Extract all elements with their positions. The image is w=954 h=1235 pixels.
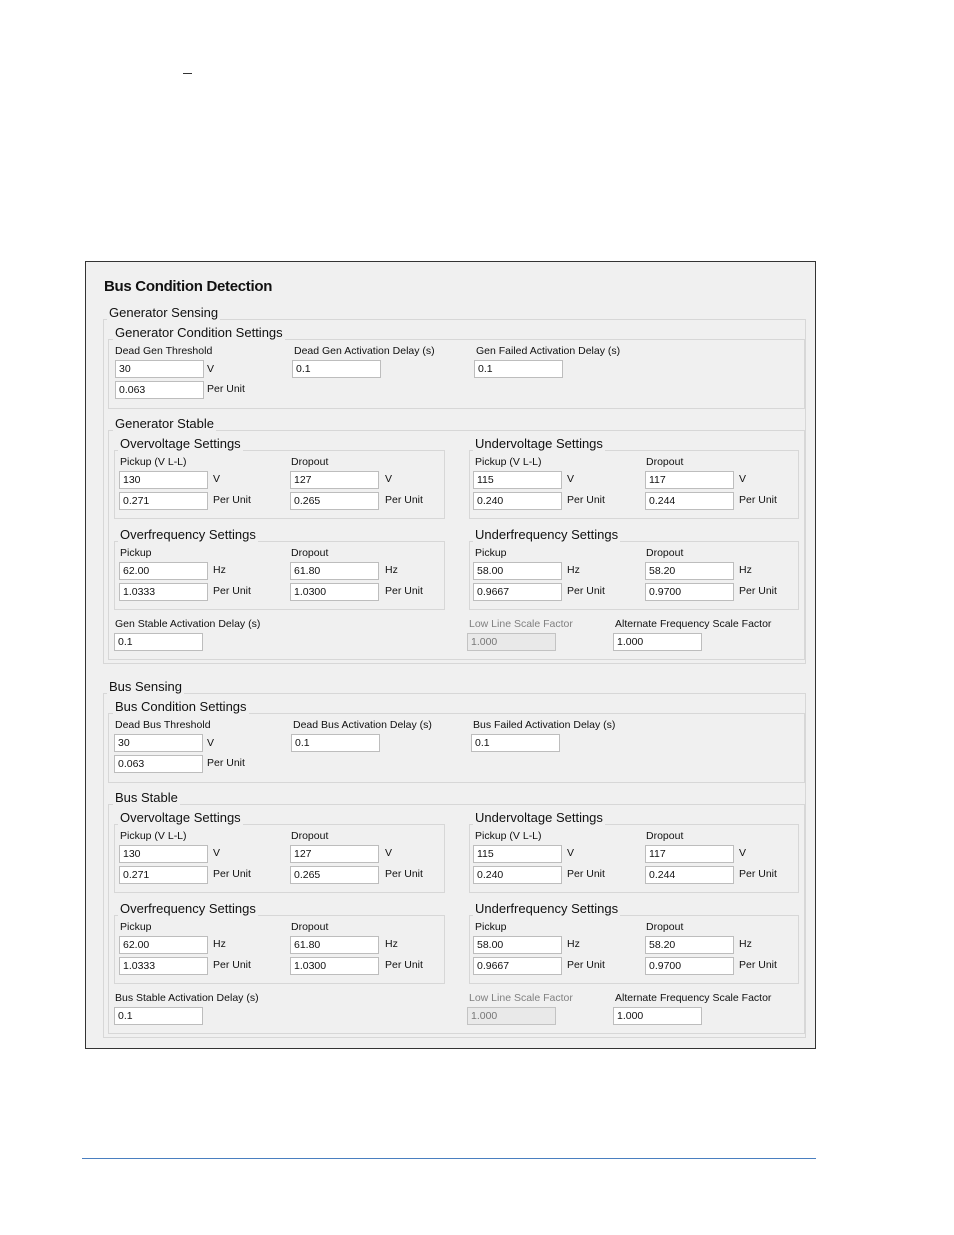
gen-uf-dropout-input[interactable]	[645, 562, 734, 580]
gen-uv-dropout-label: Dropout	[646, 456, 684, 468]
dead-gen-threshold-unit: V	[207, 363, 215, 375]
bus-uf-dropout-pu-unit: Per Unit	[739, 959, 777, 971]
dead-bus-threshold-pu-unit: Per Unit	[207, 757, 245, 769]
gen-of-dropout-pu-input[interactable]	[290, 583, 379, 601]
gen-overvoltage-settings-title: Overvoltage Settings	[120, 436, 241, 451]
bus-of-dropout-label: Dropout	[291, 921, 329, 933]
bus-of-pickup-pu-unit: Per Unit	[213, 959, 251, 971]
gen-uf-pickup-label: Pickup	[475, 547, 507, 559]
footer-rule	[82, 1158, 816, 1159]
bus-uv-pickup-pu-input[interactable]	[473, 866, 562, 884]
bus-undervoltage-settings-title: Undervoltage Settings	[475, 810, 603, 825]
bus-uf-pickup-unit: Hz	[567, 938, 580, 950]
dead-bus-threshold-unit: V	[207, 737, 215, 749]
gen-low-line-scale-factor-input	[467, 633, 556, 651]
dead-gen-activation-delay-label: Dead Gen Activation Delay (s)	[294, 345, 435, 357]
gen-of-pickup-unit: Hz	[213, 564, 226, 576]
dead-gen-threshold-input[interactable]	[115, 360, 204, 378]
gen-uv-dropout-pu-input[interactable]	[645, 492, 734, 510]
bus-alternate-frequency-scale-factor-label: Alternate Frequency Scale Factor	[615, 992, 772, 1004]
gen-overfrequency-settings-title: Overfrequency Settings	[120, 527, 256, 542]
gen-uf-pickup-input[interactable]	[473, 562, 562, 580]
gen-of-pickup-pu-input[interactable]	[119, 583, 208, 601]
bus-uv-pickup-label: Pickup (V L-L)	[475, 830, 542, 842]
dead-gen-threshold-label: Dead Gen Threshold	[115, 345, 213, 357]
bus-ov-pickup-label: Pickup (V L-L)	[120, 830, 187, 842]
gen-uv-dropout-pu-unit: Per Unit	[739, 494, 777, 506]
gen-ov-pickup-unit: V	[213, 473, 221, 485]
gen-uv-dropout-input[interactable]	[645, 471, 734, 489]
gen-underfrequency-settings-title: Underfrequency Settings	[475, 527, 619, 542]
dead-bus-activation-delay-label: Dead Bus Activation Delay (s)	[293, 719, 432, 731]
dead-gen-threshold-pu-unit: Per Unit	[207, 383, 245, 395]
bus-uv-pickup-input[interactable]	[473, 845, 562, 863]
gen-of-dropout-unit: Hz	[385, 564, 398, 576]
bus-failed-activation-delay-input[interactable]	[471, 734, 560, 752]
bus-stable-title: Bus Stable	[115, 790, 178, 805]
gen-uf-dropout-label: Dropout	[646, 547, 684, 559]
bus-ov-dropout-pu-unit: Per Unit	[385, 868, 423, 880]
bus-of-dropout-unit: Hz	[385, 938, 398, 950]
bus-ov-dropout-input[interactable]	[290, 845, 379, 863]
gen-failed-activation-delay-label: Gen Failed Activation Delay (s)	[476, 345, 621, 357]
dead-gen-threshold-pu-input[interactable]	[115, 381, 204, 399]
gen-low-line-scale-factor-label: Low Line Scale Factor	[469, 618, 573, 630]
gen-uv-pickup-input[interactable]	[473, 471, 562, 489]
gen-ov-dropout-input[interactable]	[290, 471, 379, 489]
gen-uf-dropout-pu-unit: Per Unit	[739, 585, 777, 597]
bus-of-pickup-input[interactable]	[119, 936, 208, 954]
bus-of-pickup-pu-input[interactable]	[119, 957, 208, 975]
gen-undervoltage-settings-title: Undervoltage Settings	[475, 436, 603, 451]
dead-bus-threshold-pu-input[interactable]	[114, 755, 203, 773]
bus-of-dropout-input[interactable]	[290, 936, 379, 954]
gen-alternate-frequency-scale-factor-input[interactable]	[613, 633, 702, 651]
bus-ov-pickup-pu-unit: Per Unit	[213, 868, 251, 880]
bus-uv-pickup-pu-unit: Per Unit	[567, 868, 605, 880]
page-dash-mark	[183, 73, 192, 74]
gen-uf-pickup-unit: Hz	[567, 564, 580, 576]
bus-low-line-scale-factor-input	[467, 1007, 556, 1025]
gen-ov-dropout-label: Dropout	[291, 456, 329, 468]
gen-ov-pickup-pu-input[interactable]	[119, 492, 208, 510]
bus-sensing-title: Bus Sensing	[109, 679, 182, 694]
gen-uv-pickup-label: Pickup (V L-L)	[475, 456, 542, 468]
dead-bus-threshold-label: Dead Bus Threshold	[115, 719, 211, 731]
gen-alternate-frequency-scale-factor-label: Alternate Frequency Scale Factor	[615, 618, 772, 630]
gen-of-pickup-label: Pickup	[120, 547, 152, 559]
bus-uf-pickup-pu-unit: Per Unit	[567, 959, 605, 971]
gen-ov-dropout-unit: V	[385, 473, 393, 485]
bus-uf-dropout-input[interactable]	[645, 936, 734, 954]
bus-condition-settings-title: Bus Condition Settings	[115, 699, 247, 714]
gen-uf-pickup-pu-input[interactable]	[473, 583, 562, 601]
gen-ov-pickup-input[interactable]	[119, 471, 208, 489]
gen-ov-dropout-pu-unit: Per Unit	[385, 494, 423, 506]
bus-overvoltage-settings-title: Overvoltage Settings	[120, 810, 241, 825]
bus-underfrequency-settings-title: Underfrequency Settings	[475, 901, 619, 916]
gen-ov-pickup-pu-unit: Per Unit	[213, 494, 251, 506]
bus-uv-dropout-unit: V	[739, 847, 747, 859]
bus-of-pickup-unit: Hz	[213, 938, 226, 950]
gen-uf-pickup-pu-unit: Per Unit	[567, 585, 605, 597]
bus-ov-dropout-unit: V	[385, 847, 393, 859]
bus-stable-activation-delay-label: Bus Stable Activation Delay (s)	[115, 992, 259, 1004]
gen-of-dropout-input[interactable]	[290, 562, 379, 580]
bus-uf-dropout-pu-input[interactable]	[645, 957, 734, 975]
gen-ov-pickup-label: Pickup (V L-L)	[120, 456, 187, 468]
gen-of-dropout-label: Dropout	[291, 547, 329, 559]
generator-stable-title: Generator Stable	[115, 416, 215, 431]
bus-stable-activation-delay-input[interactable]	[114, 1007, 203, 1025]
gen-uf-dropout-pu-input[interactable]	[645, 583, 734, 601]
gen-of-dropout-pu-unit: Per Unit	[385, 585, 423, 597]
dead-gen-activation-delay-input[interactable]	[292, 360, 381, 378]
bus-uv-pickup-unit: V	[567, 847, 575, 859]
gen-uv-dropout-unit: V	[739, 473, 747, 485]
gen-of-pickup-pu-unit: Per Unit	[213, 585, 251, 597]
bus-overfrequency-settings-title: Overfrequency Settings	[120, 901, 256, 916]
bus-ov-pickup-unit: V	[213, 847, 221, 859]
bus-of-pickup-label: Pickup	[120, 921, 152, 933]
gen-ov-dropout-pu-input[interactable]	[290, 492, 379, 510]
dead-bus-activation-delay-input[interactable]	[291, 734, 380, 752]
window-title: Bus Condition Detection	[104, 278, 273, 295]
gen-stable-activation-delay-input[interactable]	[114, 633, 203, 651]
bus-uf-pickup-input[interactable]	[473, 936, 562, 954]
bus-uf-pickup-pu-input[interactable]	[473, 957, 562, 975]
bus-uf-dropout-label: Dropout	[646, 921, 684, 933]
bus-uv-dropout-label: Dropout	[646, 830, 684, 842]
bus-uv-dropout-pu-input[interactable]	[645, 866, 734, 884]
bus-ov-pickup-input[interactable]	[119, 845, 208, 863]
generator-sensing-title: Generator Sensing	[109, 305, 219, 320]
bus-uv-dropout-input[interactable]	[645, 845, 734, 863]
bus-of-dropout-pu-unit: Per Unit	[385, 959, 423, 971]
bus-low-line-scale-factor-label: Low Line Scale Factor	[469, 992, 573, 1004]
bus-ov-dropout-label: Dropout	[291, 830, 329, 842]
bus-uf-pickup-label: Pickup	[475, 921, 507, 933]
gen-of-pickup-input[interactable]	[119, 562, 208, 580]
gen-uv-pickup-pu-input[interactable]	[473, 492, 562, 510]
bus-ov-pickup-pu-input[interactable]	[119, 866, 208, 884]
bus-failed-activation-delay-label: Bus Failed Activation Delay (s)	[473, 719, 616, 731]
bus-uf-dropout-unit: Hz	[739, 938, 752, 950]
bus-of-dropout-pu-input[interactable]	[290, 957, 379, 975]
bus-alternate-frequency-scale-factor-input[interactable]	[613, 1007, 702, 1025]
gen-uv-pickup-pu-unit: Per Unit	[567, 494, 605, 506]
gen-failed-activation-delay-input[interactable]	[474, 360, 563, 378]
gen-uv-pickup-unit: V	[567, 473, 575, 485]
bus-ov-dropout-pu-input[interactable]	[290, 866, 379, 884]
bus-uv-dropout-pu-unit: Per Unit	[739, 868, 777, 880]
generator-condition-settings-title: Generator Condition Settings	[115, 325, 283, 340]
gen-uf-dropout-unit: Hz	[739, 564, 752, 576]
gen-stable-activation-delay-label: Gen Stable Activation Delay (s)	[115, 618, 261, 630]
bus-condition-detection-window	[85, 261, 816, 1049]
dead-bus-threshold-input[interactable]	[114, 734, 203, 752]
